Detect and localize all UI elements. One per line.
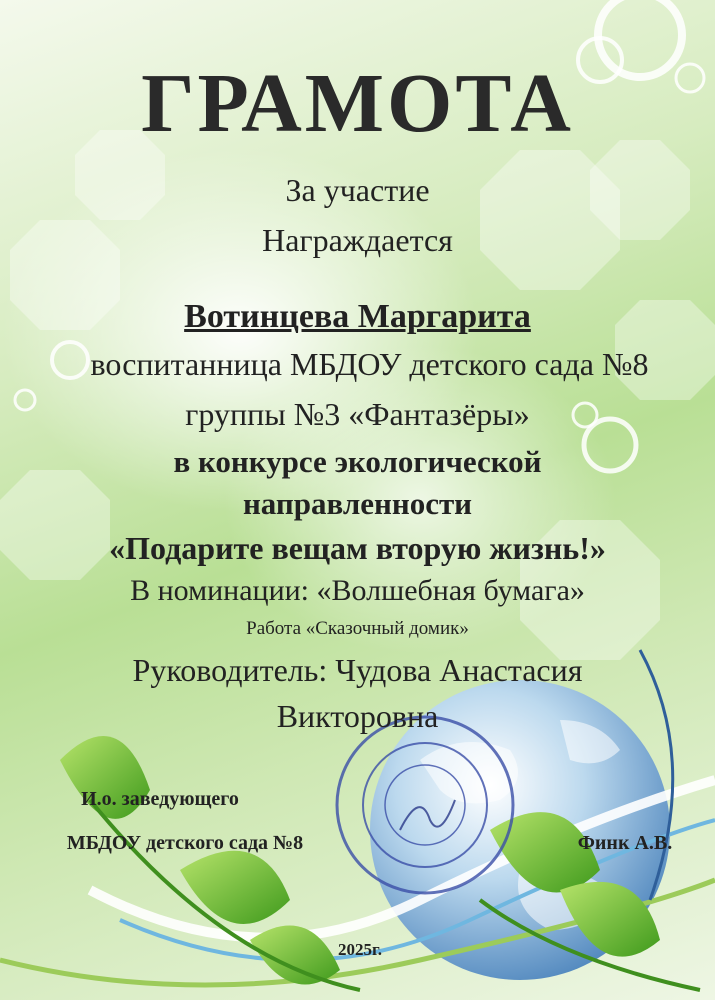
participation-line: За участие (285, 172, 430, 208)
recipient-name: Вотинцева Маргарита (184, 298, 531, 335)
contest-line-2: направленности (242, 486, 473, 521)
work-title: Работа «Сказочный домик» (246, 618, 469, 639)
contest-name: «Подарите вещам вторую жизнь!» (109, 530, 606, 566)
nomination: В номинации: «Волшебная бумага» (130, 574, 585, 607)
signatory-title-2: МБДОУ детского сада №8 (66, 832, 304, 854)
recipient-group: группы №3 «Фантазёры» (185, 396, 530, 432)
year: 2025г. (337, 940, 383, 959)
signatory-name: Финк А.В. (577, 832, 673, 854)
leader-line-1: Руководитель: Чудова Анастасия (132, 652, 583, 688)
leader-line-2: Викторовна (276, 698, 439, 734)
recipient-role: воспитанница МБДОУ детского сада №8 (90, 346, 649, 382)
certificate-title: ГРАМОТА (141, 57, 574, 150)
signatory-title-1: И.о. заведующего (81, 788, 239, 810)
contest-line-1: в конкурсе экологической (173, 444, 542, 479)
awarded-line: Награждается (262, 222, 453, 258)
